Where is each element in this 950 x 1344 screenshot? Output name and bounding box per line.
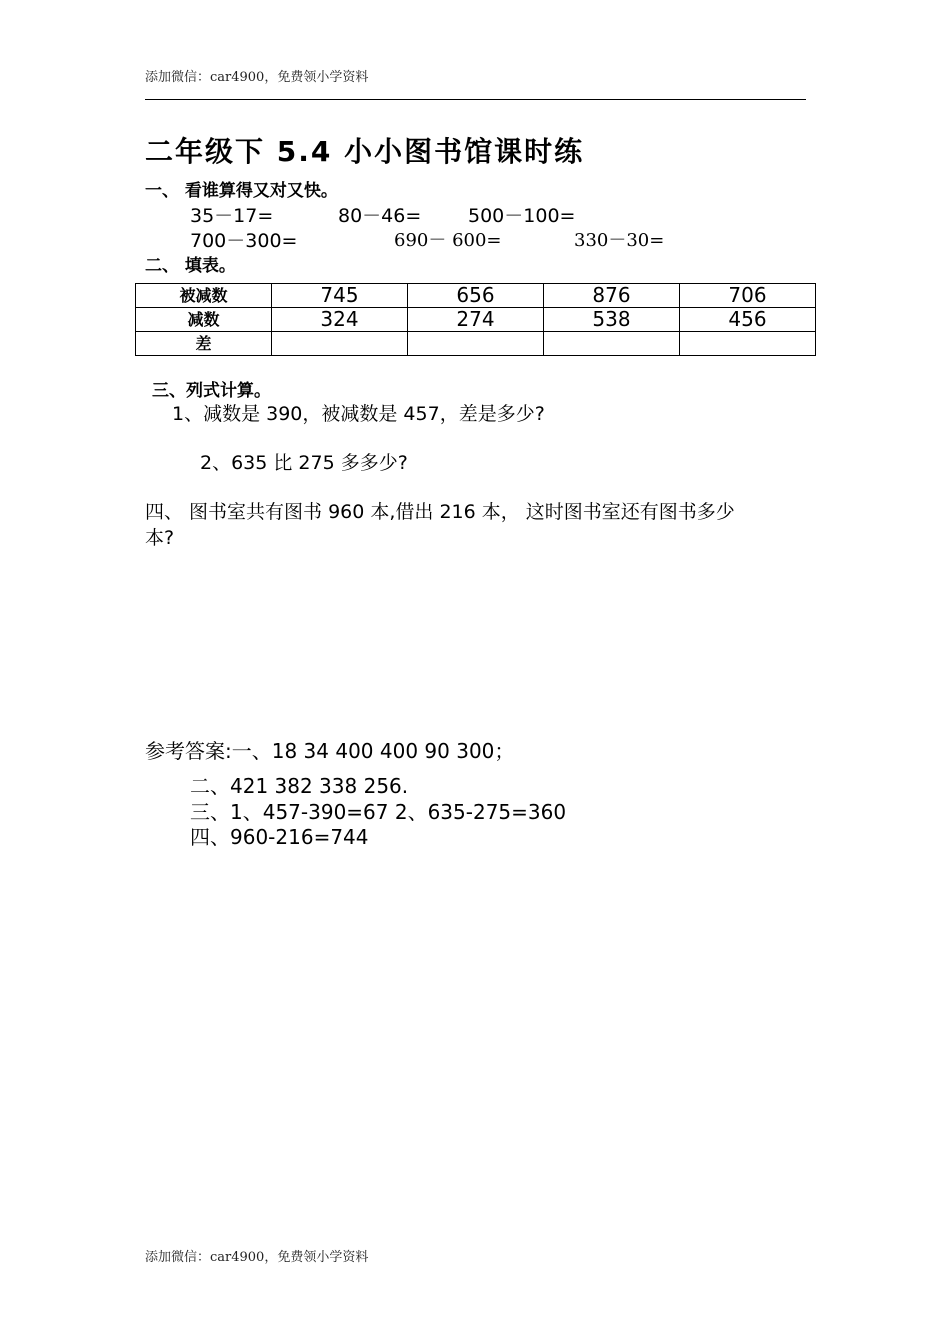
- table-cell: 456: [680, 308, 816, 332]
- page-footer: 添加微信：car4900，免费领小学资料: [145, 1250, 369, 1265]
- table-row-subtrahend: [136, 308, 816, 332]
- problem-5: 690－ 600=: [394, 230, 502, 251]
- answers-line-1: 参考答案:一、18 34 400 400 90 300；: [145, 739, 515, 763]
- problem-2: 80－46=: [338, 205, 422, 227]
- table-cell-blank: [272, 332, 408, 356]
- problem-6: 330－30=: [574, 230, 665, 251]
- table-cell: 324: [272, 308, 408, 332]
- section3-question-2: 2、635 比 275 多多少?: [200, 452, 408, 474]
- row-label: 被减数: [136, 284, 272, 308]
- answers-line-4: 四、960-216=744: [190, 825, 369, 849]
- row-label: 减数: [136, 308, 272, 332]
- table-cell-blank: [680, 332, 816, 356]
- table-cell: 876: [544, 284, 680, 308]
- problem-4: 700－300=: [190, 230, 298, 252]
- answers-line-2: 二、421 382 338 256.: [190, 774, 409, 798]
- page-title: 二年级下 5.4 小小图书馆课时练: [145, 135, 585, 168]
- table-cell-blank: [408, 332, 544, 356]
- subtraction-table: [135, 283, 816, 356]
- table-cell-blank: [544, 332, 680, 356]
- table-cell: 656: [408, 284, 544, 308]
- answers-line-3: 三、1、457-390=67 2、635-275=360: [190, 800, 567, 824]
- section1-heading: 一、 看谁算得又对又快。: [145, 181, 338, 201]
- section4-question-line1: 四、 图书室共有图书 960 本,借出 216 本， 这时图书室还有图书多少: [145, 501, 735, 523]
- section2-heading: 二、 填表。: [145, 256, 236, 276]
- table-row-difference: [136, 332, 816, 356]
- row-label: 差: [136, 332, 272, 356]
- table-cell: 274: [408, 308, 544, 332]
- table-cell: 706: [680, 284, 816, 308]
- page-header: 添加微信：car4900，免费领小学资料: [145, 70, 369, 85]
- table-cell: 538: [544, 308, 680, 332]
- section4-question-line2: 本?: [145, 527, 175, 549]
- table-cell: 745: [272, 284, 408, 308]
- problem-3: 500－100=: [468, 205, 576, 227]
- header-rule: [145, 99, 806, 100]
- problem-1: 35－17=: [190, 205, 274, 227]
- section3-heading: 三、列式计算。: [152, 381, 271, 401]
- table-row-minuend: [136, 284, 816, 308]
- section3-question-1: 1、减数是 390，被减数是 457，差是多少?: [172, 403, 545, 425]
